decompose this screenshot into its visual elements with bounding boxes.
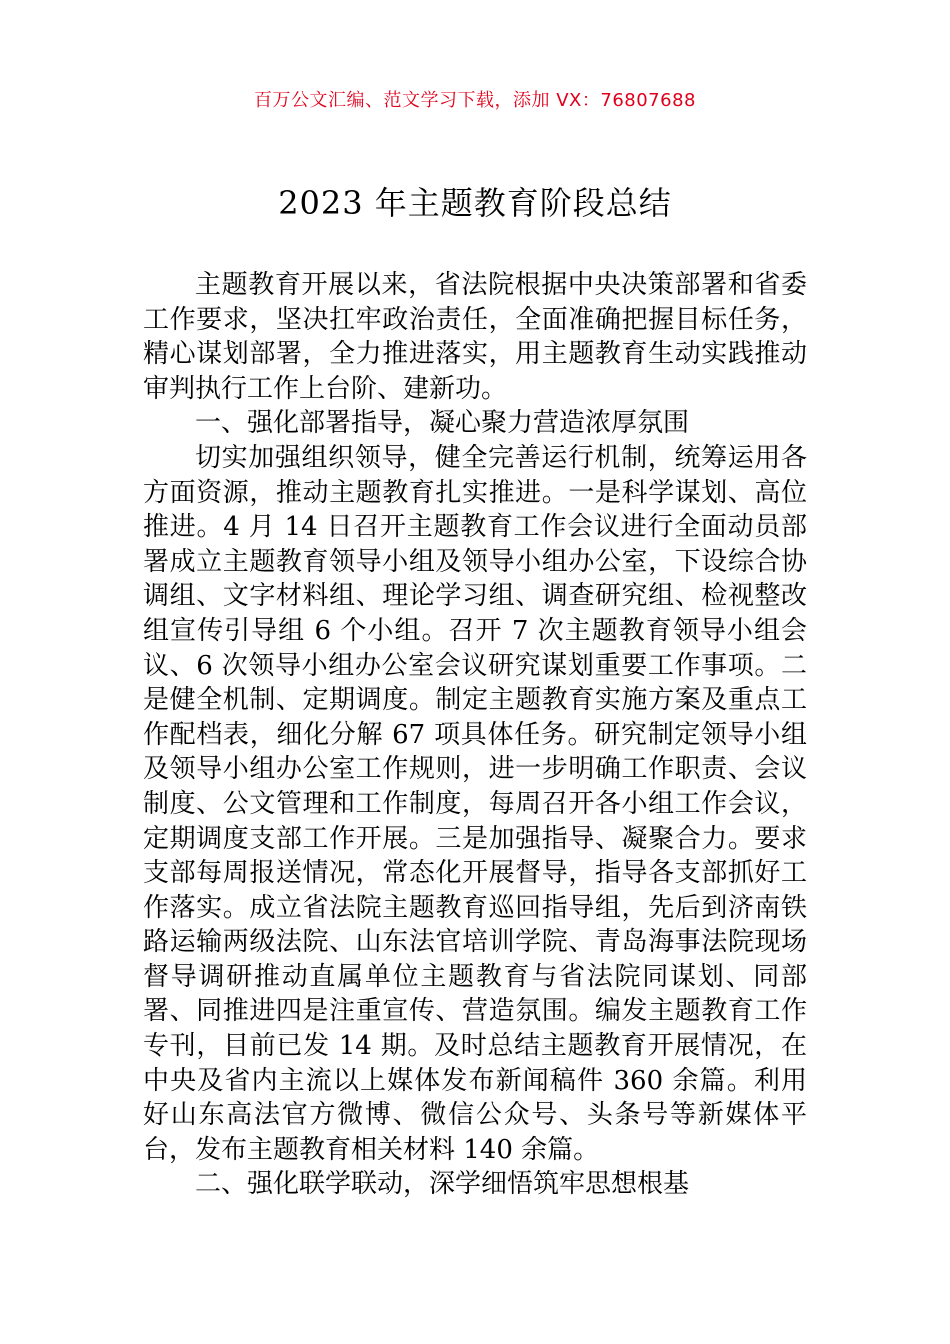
section-1-paragraph: 切实加强组织领导，健全完善运行机制，统筹运用各方面资源，推动主题教育扎实推进。一是科学谋划、高位推进。4 月 14 日召开主题教育工作会议进行全面动员部署成立主题教育领导小组及领导小组办公室，下设综合协调组、文字材料组、理论学习组、调查研究组、检视整改组宣传引导组 6 个小组。召开 7 次主题教育领导小组会议、6 次领导小组办公室会议研究谋划重要工作事项。二是健全机制、定期调度。制定主题教育实施方案及重点工作配档表，细化分解 67 项具体任务。研究制定领导小组及领导小组办公室工作规则，进一步明确工作职责、会议制度、公文管理和工作制度，每周召开各小组工作会议，定期调度支部工作开展。三是加强指导、凝聚合力。要求支部每周报送情况，常态化开展督导，指导各支部抓好工作落实。成立省法院主题教育巡回指导组，先后到济南铁路运输两级法院、山东法官培训学院、青岛海事法院现场督导调研推动直属单位主题教育与省法院同谋划、同部署、同推进四是注重宣传、营造氛围。编发主题教育工作专刊，目前已发 14 期。及时总结主题教育开展情况，在中央及省内主流以上媒体发布新闻稿件 360 余篇。利用好山东高法官方微博、微信公众号、头条号等新媒体平台，发布主题教育相关材料 140 余篇。 <box>143 442 807 1165</box>
intro-paragraph: 主题教育开展以来，省法院根据中央决策部署和省委工作要求，坚决扛牢政治责任，全面准确把握目标任务，精心谋划部署，全力推进落实，用主题教育生动实践推动审判执行工作上台阶、建新功。 <box>143 270 807 404</box>
header-watermark-note: 百万公文汇编、范文学习下载，添加 VX：76807688 <box>254 90 696 111</box>
document-body <box>143 268 807 1202</box>
section-heading-2: 二、强化联学联动，深学细悟筑牢思想根基 <box>195 1169 690 1200</box>
document-title: 2023 年主题教育阶段总结 <box>278 184 672 222</box>
section-heading-1: 一、强化部署指导，凝心聚力营造浓厚氛围 <box>195 408 690 439</box>
